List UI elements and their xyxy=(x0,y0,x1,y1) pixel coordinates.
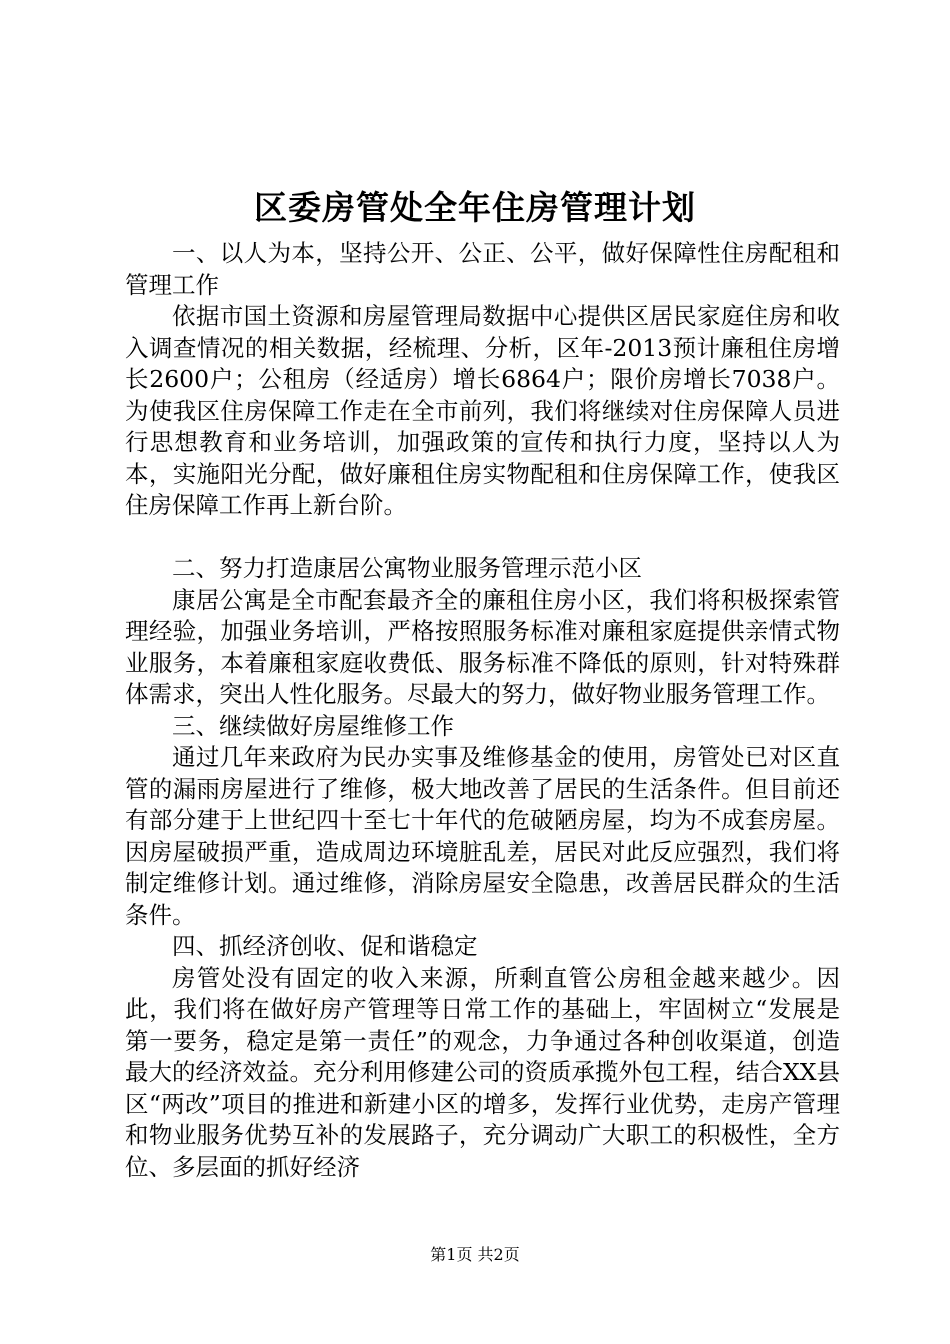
body-paragraph-3: 通过几年来政府为民办实事及维修基金的使用，房管处已对区直管的漏雨房屋进行了维修，极大地改善了居民的生活条件。但目前还有部分建于上世纪四十至七十年代的危破陋房屋，均为不成套房屋。因房屋破损严重，造成周边环境脏乱差，居民对此反应强烈，我们将制定维修计划。通过维修，消除房屋安全隐患，改善居民群众的生活条件。 xyxy=(125,743,840,929)
document-body xyxy=(125,238,840,1183)
body-paragraph-2: 康居公寓是全市配套最齐全的廉租住房小区，我们将积极探索管理经验，加强业务培训，严格按照服务标准对廉租家庭提供亲情式物业服务，本着廉租家庭收费低、服务标准不降低的原则，针对特殊群体需求，突出人性化服务。尽最大的努力，做好物业服务管理工作。 xyxy=(125,585,840,708)
section-heading-1: 一、以人为本，坚持公开、公正、公平，做好保障性住房配租和管理工作 xyxy=(125,239,840,299)
page-number-footer: 第1页 共2页 xyxy=(430,1245,520,1264)
section-heading-2: 二、努力打造康居公寓物业服务管理示范小区 xyxy=(172,554,642,582)
section-heading-4: 四、抓经济创收、促和谐稳定 xyxy=(172,932,478,960)
body-paragraph-4: 房管处没有固定的收入来源，所剩直管公房租金越来越少。因此，我们将在做好房产管理等日常工作的基础上，牢固树立“发展是第一要务，稳定是第一责任”的观念，力争通过各种创收渠道，创造最大的经济效益。充分利用修建公司的资质承揽外包工程，结合XX县区“两改”项目的推进和新建小区的增多，发挥行业优势，走房产管理和物业服务优势互补的发展路子，充分调动广大职工的积极性，全方位、多层面的抓好经济 xyxy=(125,963,840,1181)
section-heading-3: 三、继续做好房屋维修工作 xyxy=(172,711,454,740)
body-paragraph-1: 依据市国土资源和房屋管理局数据中心提供区居民家庭住房和收入调查情况的相关数据，经梳理、分析，区年-2013预计廉租住房增长2600户；公租房（经适房）增长6864户；限价房增长7038户。为使我区住房保障工作走在全市前列，我们将继续对住房保障人员进行思想教育和业务培训，加强政策的宣传和执行力度，坚持以人为本，实施阳光分配，做好廉租住房实物配租和住房保障工作，使我区住房保障工作再上新台阶。 xyxy=(125,302,840,519)
document-title: 区委房管处全年住房管理计划 xyxy=(254,188,696,227)
